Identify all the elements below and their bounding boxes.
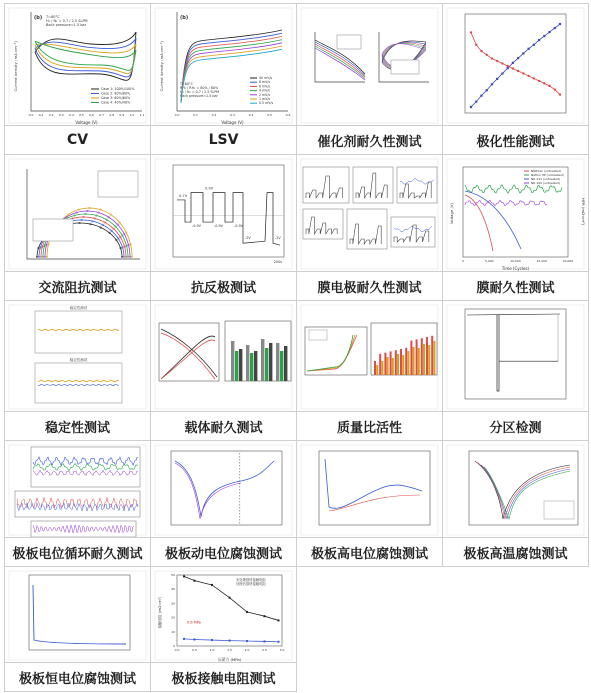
power-point [486, 89, 488, 91]
thumb-border [155, 445, 292, 535]
x-tick: 1.1 [139, 113, 145, 117]
x-label: Voltage (V) [75, 120, 98, 125]
bar [402, 355, 404, 375]
caption-carrier: 载体耐久测试 [151, 411, 296, 440]
thumb-border [155, 159, 292, 269]
thumb-text: RH₂ / RH₂ = 80% / 80% [180, 86, 219, 90]
caption-lsv: LSV [151, 125, 296, 154]
contact-point [211, 584, 213, 586]
thumbnail-lsv [151, 4, 296, 127]
x-tick: 2.5 [262, 648, 267, 652]
caption-eis: 交流阻抗测试 [5, 271, 150, 300]
x-tick: 0.3 [230, 113, 235, 117]
voltage-point [475, 44, 477, 46]
thumbnail-anti-reverse [151, 155, 296, 273]
bar [239, 349, 242, 381]
x-tick: 0.5 [79, 113, 84, 117]
bar [387, 357, 389, 375]
thumbnail-cv [5, 4, 150, 127]
bar [284, 346, 287, 381]
bar [280, 351, 283, 381]
test-item-zone [443, 301, 589, 441]
thumb-border [155, 8, 292, 123]
legend-label: Nafion HP (untreated) [531, 173, 564, 177]
subplot-frame [15, 491, 140, 517]
x-tick: 2.0 [244, 648, 250, 652]
legend-label: NR 211 (untreated) [531, 177, 561, 181]
x-tick: 5,000 [484, 259, 494, 263]
legend-label: 6 mV/s [259, 84, 271, 89]
legend-box [544, 501, 574, 519]
test-item-mass-activity [297, 301, 443, 441]
x-tick: 15,000 [536, 259, 547, 263]
annotation: 0.9V [205, 186, 214, 191]
contact-point [183, 575, 185, 577]
test-item-membrane-durability [443, 155, 589, 301]
thumbnail-plate-const [5, 567, 150, 664]
thumbnail-mass-activity [297, 301, 442, 413]
thumbnail-figure [5, 4, 150, 127]
y-tick: 30 [171, 601, 175, 606]
thumbnail-plate-cycle [5, 441, 150, 539]
x-tick: 0.6 [89, 113, 94, 117]
thumb-border [447, 305, 584, 409]
voltage-point [533, 77, 535, 79]
power-point [470, 106, 472, 108]
caption-plate-contact: 极板接触电阻测试 [151, 662, 296, 691]
contact-point [278, 641, 280, 643]
legend-label: 40 mV/s [259, 76, 273, 80]
test-item-eis [5, 155, 151, 301]
bar [428, 345, 430, 375]
test-item-plate-temp [443, 441, 589, 567]
x-tick: 3.0 [279, 648, 285, 652]
voltage-point [559, 93, 561, 95]
bar [392, 358, 394, 375]
y-label: 接触电阻 (mΩ·cm²) [158, 596, 162, 629]
thumbnail-figure [151, 155, 296, 273]
voltage-point [527, 75, 529, 77]
subplot-title: 稳定性测试 [69, 306, 88, 310]
legend-box [337, 35, 361, 49]
legend-box [391, 60, 419, 74]
thumbnail-zone [443, 301, 588, 413]
y-tick: 50 [171, 573, 175, 577]
contact-point [211, 639, 213, 641]
voltage-point [486, 54, 488, 56]
x-tick: 10,000 [510, 259, 521, 263]
subplot-frame [391, 217, 435, 247]
caption-stability: 稳定性测试 [5, 411, 150, 440]
subplot-frame [35, 311, 122, 353]
panel-label: (b) [180, 15, 189, 21]
bar [431, 336, 433, 375]
power-point [522, 52, 524, 54]
caption-plate-cycle: 极板电位循环耐久测试 [5, 537, 150, 566]
subplot-title: 稳定性测试 [69, 358, 88, 362]
y-label: Current density (mA cm⁻²) [159, 41, 164, 92]
voltage-point [538, 80, 540, 82]
test-item-anti-reverse [151, 155, 297, 301]
thumb-border [447, 8, 584, 123]
thumb-text: H₂ / N₂ = 0.7 / 2.5 SLPM [180, 90, 220, 94]
legend-label: Case 2: 80%/80% [101, 91, 131, 96]
thumbnail-plate-temp [443, 441, 588, 539]
voltage-point [554, 88, 556, 90]
legend-label: 8 mV/s [259, 80, 271, 85]
annotation: 0.7V [179, 193, 188, 198]
thumb-border [9, 571, 146, 660]
legend-label: 0.5 mV/s [259, 101, 274, 106]
bar [231, 341, 234, 381]
power-point [527, 48, 529, 50]
x-tick: 1.0 [129, 113, 135, 117]
voltage-point [491, 57, 493, 59]
thumb-border [301, 445, 438, 535]
x-tick: 1.5 [227, 648, 232, 652]
legend-label: Case 4: 40%/40% [101, 100, 131, 105]
legend-label: 2 mV/s [259, 92, 271, 97]
legend-label: 1 mV/s [259, 97, 271, 101]
bar [250, 353, 253, 381]
bar [265, 348, 268, 381]
voltage-point [501, 62, 503, 64]
bar [390, 351, 392, 375]
x-tick: 0.8 [109, 113, 115, 117]
annotation: -0.9V [234, 224, 243, 229]
thumbnail-figure [151, 441, 296, 539]
x-tick: 0.6 [285, 113, 291, 117]
subplot-frame [303, 167, 349, 203]
caption-mea-durability: 膜电极耐久性测试 [297, 271, 442, 300]
caption-plate-const: 极板恒电位腐蚀测试 [5, 662, 150, 691]
bar [400, 349, 402, 375]
bar [421, 338, 423, 375]
x-tick: 0.9 [119, 113, 125, 117]
thumbnail-figure [297, 155, 442, 273]
contact-point [229, 597, 231, 599]
test-item-lsv [151, 4, 297, 155]
bar [397, 354, 399, 375]
power-point [517, 57, 519, 59]
thumbnail-plate-contact [151, 567, 296, 664]
voltage-point [480, 50, 482, 52]
legend-box [33, 219, 73, 241]
thumbnail-figure [443, 155, 588, 273]
test-item-plate-const [5, 567, 151, 692]
bar [235, 351, 238, 381]
thumb-text: Back pressure=1.5 bar [180, 94, 218, 98]
legend-label: NRE211 (untreated) [531, 169, 562, 173]
contact-point [194, 638, 196, 640]
test-item-plate-contact [151, 567, 297, 692]
thumb-border [447, 445, 584, 535]
legend-label: Case 3: 60%/60% [101, 96, 131, 100]
x-tick: 0.4 [68, 113, 74, 117]
caption-mass-activity: 质量比活性 [297, 411, 442, 440]
bar [433, 341, 435, 375]
power-point [480, 95, 482, 97]
x-tick: 0 [462, 259, 464, 263]
annotation: -0.9V [192, 224, 201, 229]
power-point [533, 44, 535, 46]
contact-point [229, 640, 231, 642]
thumbnail-figure [5, 567, 150, 664]
y-tick: 40 [171, 587, 175, 592]
power-point [501, 72, 503, 74]
thumbnail-plate-dyn [151, 441, 296, 539]
test-item-plate-high [297, 441, 443, 567]
thumb-border [155, 571, 292, 660]
test-item-plate-dyn [151, 441, 297, 567]
x-tick: 0.5 [192, 648, 197, 652]
legend-label: Case 1: 100%/100% [101, 87, 135, 91]
thumbnail-figure [297, 441, 442, 539]
annotation: -0.9V [214, 224, 223, 229]
test-item-plate-cycle [5, 441, 151, 567]
x-tick: 0.5 [267, 113, 272, 117]
thumb-text: H₂ / N₂ = 0.7 / 2.5 SLPM [46, 19, 88, 23]
x-tick: 0.1 [193, 113, 198, 117]
contact-point [194, 580, 196, 582]
bar [410, 341, 412, 375]
x-label: Time (Cycles) [501, 266, 530, 271]
test-item-mea-durability [297, 155, 443, 301]
x-tick: 0.1 [38, 113, 44, 117]
voltage-point [496, 60, 498, 62]
annotation: -2V [245, 236, 251, 241]
thumbnail-figure [5, 441, 150, 539]
thumbnail-polarization [443, 4, 588, 127]
thumbnail-mea-durability [297, 155, 442, 273]
caption-plate-high: 极板高电位腐蚀测试 [297, 537, 442, 566]
subplot-frame [35, 363, 122, 403]
x-tick: 0.0 [28, 113, 34, 117]
power-point [512, 62, 514, 64]
x-label: Voltage (V) [221, 120, 244, 125]
voltage-point [517, 70, 519, 72]
y-tick: 20 [171, 615, 175, 620]
bar [413, 347, 415, 375]
voltage-point [506, 65, 508, 67]
y-tick: 0 [173, 644, 175, 648]
bar [276, 343, 279, 381]
test-item-carrier [151, 301, 297, 441]
x-tick: 20,000 [562, 259, 574, 263]
contact-point [246, 611, 248, 613]
power-point [543, 35, 545, 37]
voltage-point [548, 85, 550, 87]
x-tick: 0.2 [211, 113, 217, 117]
thumbnail-figure [297, 4, 442, 127]
thumbnail-eis [5, 155, 150, 273]
caption-cv: CV [5, 125, 150, 154]
bar [426, 337, 428, 375]
bar [261, 339, 264, 381]
x-tick: 0.4 [248, 113, 254, 117]
x-label: 压紧力 (MPa) [217, 657, 242, 662]
contact-point [278, 619, 280, 621]
caption-plate-temp: 极板高温腐蚀测试 [443, 537, 588, 566]
thumbnail-figure [151, 301, 296, 413]
bar [416, 339, 418, 375]
bar [246, 345, 249, 381]
x-tick: 0.0 [174, 648, 180, 652]
test-items-grid [4, 3, 589, 692]
annotation: 200s [273, 260, 282, 264]
thumbnail-figure [5, 301, 150, 413]
thumb-text: T=80°C [180, 82, 193, 86]
power-point [538, 39, 540, 41]
contact-point [264, 615, 266, 617]
voltage-point [470, 31, 472, 33]
y2-label: HFR (mΩ·cm²) [581, 198, 586, 225]
legend-label: 4 mV/s [259, 88, 271, 93]
legend-label: 未处理基材接触电阻 [236, 578, 266, 582]
thumbnail-stability [5, 301, 150, 413]
bar [407, 351, 409, 375]
bar [379, 354, 381, 375]
power-point [548, 31, 550, 33]
bar [376, 365, 378, 375]
thumbnail-carrier [151, 301, 296, 413]
power-point [491, 83, 493, 85]
annotation: -2V [275, 236, 281, 241]
power-point [554, 27, 556, 29]
contact-point [246, 640, 248, 642]
thumbnail-catalyst [297, 4, 442, 127]
voltage-point [543, 82, 545, 84]
thumb-text: Back pressure=1.5 bar [46, 23, 87, 27]
annotation: 0.6 MPa [187, 620, 201, 625]
caption-polarization: 极化性能测试 [443, 125, 588, 154]
bar [269, 343, 272, 381]
legend-box [309, 330, 327, 340]
thumbnail-figure [297, 301, 442, 413]
thumbnail-plate-high [297, 441, 442, 539]
test-item-stability [5, 301, 151, 441]
thumbnail-figure [151, 567, 296, 664]
legend-label: 处理后基材接触电阻 [236, 582, 266, 586]
test-item-catalyst [297, 4, 443, 155]
thumbnail-figure [443, 4, 588, 127]
power-point [559, 23, 561, 25]
bar [254, 351, 257, 381]
legend-box [98, 171, 138, 197]
legend-label: NR 10S (untreated) [531, 181, 561, 185]
contact-point [183, 638, 185, 640]
panel-label: (b) [34, 15, 43, 21]
voltage-point [522, 72, 524, 74]
power-point [507, 67, 509, 69]
x-tick: 0.2 [48, 113, 54, 117]
bar [381, 361, 383, 375]
caption-zone: 分区检测 [443, 411, 588, 440]
caption-membrane-durability: 膜耐久性测试 [443, 271, 588, 300]
caption-plate-dyn: 极板动电位腐蚀测试 [151, 537, 296, 566]
x-tick: 0.7 [99, 113, 105, 117]
test-item-cv [5, 4, 151, 155]
power-point [475, 101, 477, 103]
thumb-text: T=80°C [46, 15, 60, 19]
x-tick: 0.3 [58, 113, 64, 117]
test-item-polarization [443, 4, 589, 155]
thumbnail-figure [5, 155, 150, 273]
y-tick: 10 [171, 629, 175, 634]
y-label: Voltage (V) [449, 202, 454, 224]
x-tick: 0.0 [174, 113, 180, 117]
bar [384, 353, 386, 375]
bar [374, 361, 376, 375]
bar [395, 350, 397, 375]
bar [418, 348, 420, 375]
thumbnail-membrane-durability [443, 155, 588, 273]
bar [423, 344, 425, 375]
thumbnail-figure [151, 4, 296, 127]
contact-point [264, 640, 266, 642]
thumbnail-figure [443, 301, 588, 413]
caption-catalyst: 催化剂耐久性测试 [297, 125, 442, 154]
caption-anti-reverse: 抗反极测试 [151, 271, 296, 300]
voltage-point [512, 67, 514, 69]
bar [405, 348, 407, 375]
y-label: Current density (mA cm⁻²) [13, 41, 18, 92]
thumbnail-figure [443, 441, 588, 539]
x-tick: 1.0 [209, 648, 215, 652]
power-point [496, 78, 498, 80]
